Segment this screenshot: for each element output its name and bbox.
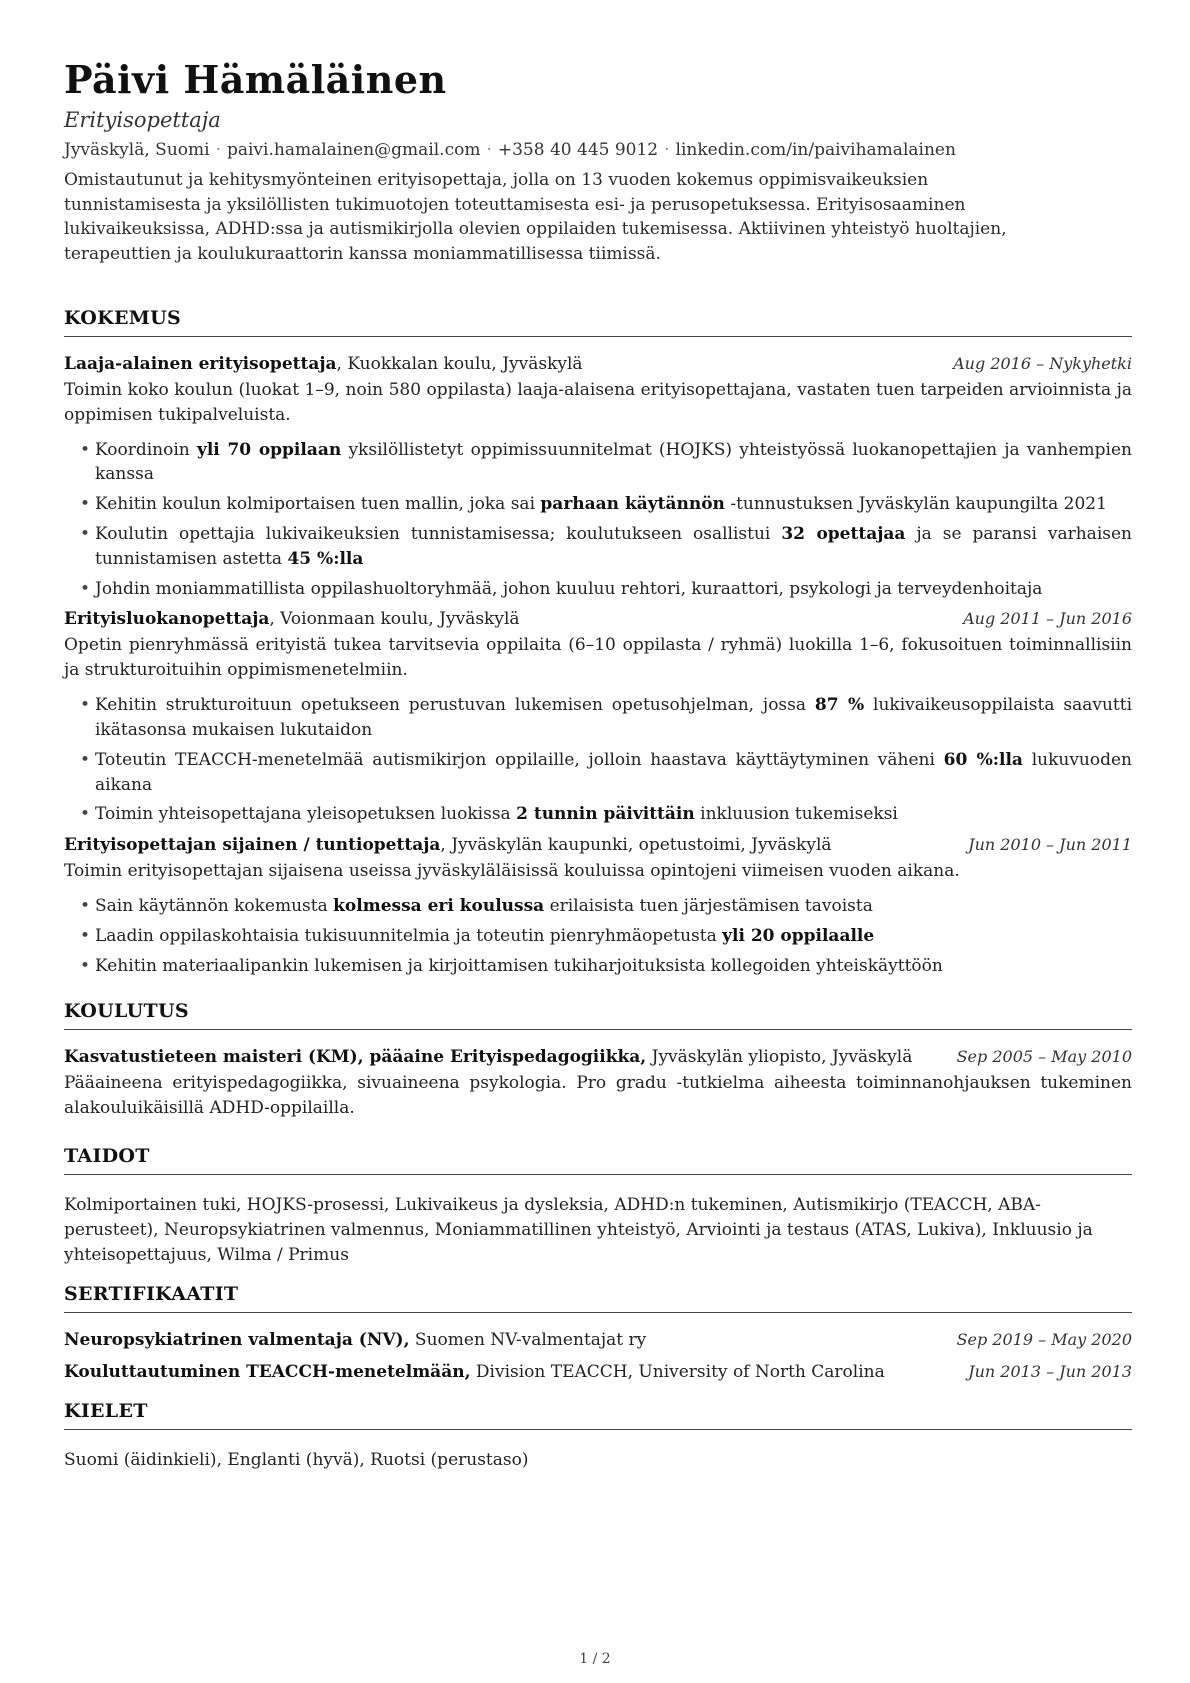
- page-number: 1 / 2: [579, 1651, 611, 1667]
- job-description: Toimin erityisopettajan sijaisena useissa jyväskyläläisissä kouluissa opintojeni viimeisen vuoden aikana.: [64, 861, 960, 882]
- candidate-role: Erityisopettaja: [64, 107, 221, 132]
- job-org: , Kuokkalan koulu, Jyväskylä: [336, 353, 583, 374]
- education-degree: Kasvatustieteen maisteri (KM), pääaine Erityispedagogiikka,: [64, 1047, 647, 1068]
- job-org: , Voionmaan koulu, Jyväskylä: [269, 609, 520, 630]
- languages-text: Suomi (äidinkieli), Englanti (hyvä), Ruotsi (perustaso): [64, 1450, 529, 1471]
- job-role: Laaja-alainen erityisopettaja: [64, 353, 337, 374]
- contact-separator: ·: [215, 139, 221, 160]
- contact-location: Jyväskylä, Suomi: [64, 139, 210, 160]
- certificate-date: Jun 2013 – Jun 2013: [968, 1362, 1132, 1382]
- bullet-item: • Kehitin materiaalipankin lukemisen ja kirjoittamisen tukiharjoituksista kollegoiden yhteiskäyttöön: [64, 954, 1132, 979]
- job-entry: [64, 609, 1132, 827]
- resume-page: [64, 58, 1132, 1473]
- job-role: Erityisopettajan sijainen / tuntiopettaja: [64, 835, 441, 856]
- contact-separator: ·: [664, 139, 670, 160]
- certificate-name: Kouluttautuminen TEACCH-menetelmään,: [64, 1362, 471, 1383]
- job-bullets: [64, 693, 1132, 827]
- job-entry: [64, 835, 1132, 978]
- job-description: Toimin koko koulun (luokat 1–9, noin 580 oppilasta) laaja-alaisena erityisopettajana, vastaten tuen tarpeiden arvioinnista ja oppimisen tukipalveluista.: [64, 379, 1132, 425]
- skills-section: [64, 1145, 1132, 1267]
- experience-section: [64, 307, 1132, 978]
- section-title-certificates: SERTIFIKAATIT: [64, 1283, 1132, 1313]
- contact-linkedin[interactable]: linkedin.com/in/paivihamalainen: [675, 139, 956, 160]
- education-entry: [64, 1047, 1132, 1121]
- bullet-item: • Toimin yhteisopettajana yleisopetuksen luokissa 2 tunnin päivittäin inkluusion tukemiseksi: [64, 802, 1132, 827]
- education-school: Jyväskylän yliopisto, Jyväskylä: [646, 1047, 913, 1068]
- job-header: [64, 354, 1132, 374]
- section-title-experience: KOKEMUS: [64, 307, 1132, 337]
- bullet-item: • Toteutin TEACCH-menetelmää autismikirjon oppilaille, jolloin haastava käyttäytyminen väheni 60 %:lla lukuvuoden aikana: [64, 748, 1132, 798]
- section-title-education: KOULUTUS: [64, 1000, 1132, 1030]
- education-section: [64, 1000, 1132, 1121]
- certificate-date: Sep 2019 – May 2020: [956, 1330, 1132, 1350]
- job-header: [64, 609, 1132, 629]
- job-header: [64, 835, 1132, 855]
- job-description: Opetin pienryhmässä erityistä tukea tarvitsevia oppilaita (6–10 oppilasta / ryhmä) luokilla 1–6, fokusoituen toiminnallisiin ja strukturoituihin oppimismenetelmiin.: [64, 635, 1132, 681]
- contact-phone[interactable]: +358 40 445 9012: [497, 139, 659, 160]
- summary-text: Omistautunut ja kehitysmyönteinen erityisopettaja, jolla on 13 vuoden kokemus oppimisvaikeuksien tunnistamisesta ja yksilöllisten tukimuotojen toteuttamisesta esi- ja perusopetuksessa. Erityisosaaminen lukivaikeuksissa, ADHD:ssa ja autismikirjolla olevien oppilaiden tukemisessa. Aktiivinen yhteistyö huoltajien, terapeuttien ja koulukuraattorin kanssa moniammatillisessa tiimissä.: [64, 169, 1007, 265]
- contact-separator: ·: [486, 139, 492, 160]
- contact-line: [64, 140, 1132, 160]
- job-role: Erityisluokanopettaja: [64, 609, 270, 630]
- skills-text: Kolmiportainen tuki, HOJKS-prosessi, Lukivaikeus ja dysleksia, ADHD:n tukeminen, Autismikirjo (TEACCH, ABA-perusteet), Neuropsykiatrinen valmennus, Moniammatillinen yhteistyö, Arviointi ja testaus (ATAS, Lukiva), Inkluusio ja yhteisopettajuus, Wilma / Primus: [64, 1195, 1093, 1265]
- languages-section: [64, 1400, 1132, 1473]
- certificate-name: Neuropsykiatrinen valmentaja (NV),: [64, 1330, 410, 1351]
- bullet-item: • Johdin moniammatillista oppilashuoltoryhmää, johon kuuluu rehtori, kuraattori, psykologi ja terveydenhoitaja: [64, 577, 1132, 602]
- job-date: Aug 2011 – Jun 2016: [963, 609, 1132, 629]
- certificate-title-line: [64, 1330, 646, 1350]
- certificates-section: [64, 1283, 1132, 1382]
- resume-header: [64, 58, 1132, 267]
- bullet-item: • Kehitin strukturoituun opetukseen perustuvan lukemisen opetusohjelman, jossa 87 % lukivaikeusoppilaista saavutti ikätasonsa mukaisen lukutaidon: [64, 693, 1132, 743]
- job-bullets: [64, 438, 1132, 602]
- bullet-item: • Laadin oppilaskohtaisia tukisuunnitelmia ja toteutin pienryhmäopetusta yli 20 oppilaalle: [64, 924, 1132, 949]
- contact-email[interactable]: paivi.hamalainen@gmail.com: [226, 139, 481, 160]
- education-header: [64, 1047, 1132, 1067]
- certificate-org: Suomen NV-valmentajat ry: [409, 1330, 647, 1351]
- bullet-item: • Sain käytännön kokemusta kolmessa eri koulussa erilaisista tuen järjestämisen tavoista: [64, 894, 1132, 919]
- candidate-name: Päivi Hämäläinen: [64, 57, 447, 102]
- job-bullets: [64, 894, 1132, 978]
- education-date: Sep 2005 – May 2010: [956, 1047, 1132, 1067]
- job-entry: [64, 354, 1132, 602]
- job-date: Aug 2016 – Nykyhetki: [953, 353, 1132, 373]
- bullet-item: • Koordinoin yli 70 oppilaan yksilöllistetyt oppimissuunnitelmat (HOJKS) yhteistyössä luokanopettajien ja vanhempien kanssa: [64, 438, 1132, 488]
- bullet-item: • Koulutin opettajia lukivaikeuksien tunnistamisessa; koulutukseen osallistui 32 opettajaa ja se paransi varhaisen tunnistamisen astetta 45 %:lla: [64, 522, 1132, 572]
- job-title-line: [64, 835, 832, 855]
- job-title-line: [64, 354, 583, 374]
- certificate-org: Division TEACCH, University of North Carolina: [470, 1362, 885, 1383]
- section-title-skills: TAIDOT: [64, 1145, 1132, 1175]
- bullet-item: • Kehitin koulun kolmiportaisen tuen mallin, joka sai parhaan käytännön -tunnustuksen Jyväskylän kaupungilta 2021: [64, 492, 1132, 517]
- job-org: , Jyväskylän kaupunki, opetustoimi, Jyväskylä: [440, 835, 832, 856]
- certificate-title-line: [64, 1362, 885, 1382]
- education-title-line: [64, 1047, 912, 1067]
- section-title-languages: KIELET: [64, 1400, 1132, 1430]
- certificate-entry: [64, 1362, 1132, 1382]
- certificate-entry: [64, 1330, 1132, 1350]
- job-title-line: [64, 609, 520, 629]
- job-date: Jun 2010 – Jun 2011: [968, 835, 1132, 855]
- education-description: Pääaineena erityispedagogiikka, sivuaineena psykologia. Pro gradu -tutkielma aiheesta toiminnanohjauksen tukeminen alakouluikäisillä ADHD-oppilailla.: [64, 1073, 1132, 1119]
